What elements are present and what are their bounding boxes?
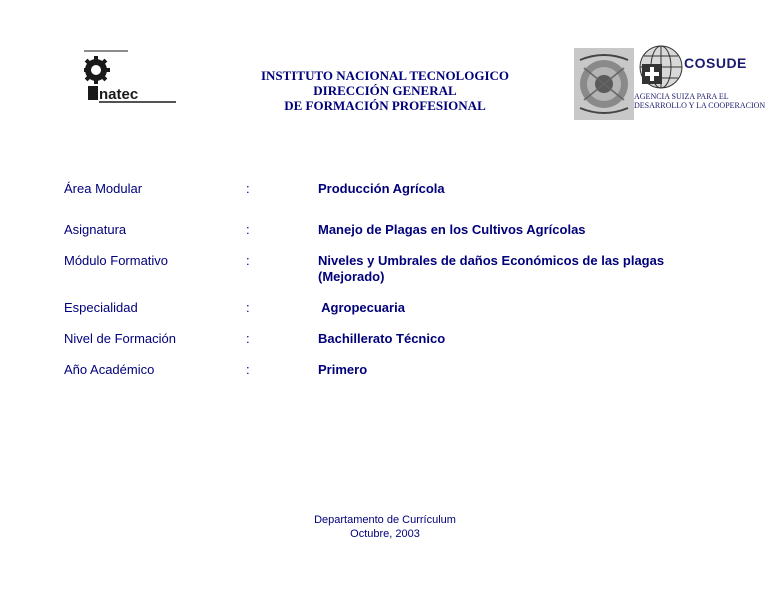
info-value: Producción Agrícola — [318, 181, 445, 196]
info-separator: : — [246, 331, 250, 346]
cosude-subtitle-2: DESARROLLO Y LA COOPERACION — [634, 101, 766, 110]
seal-emblem — [574, 48, 634, 120]
svg-text:natec: natec — [99, 86, 139, 103]
header-line-2: DIRECCIÓN GENERAL — [313, 83, 457, 98]
info-label: Año Académico — [64, 362, 155, 377]
info-value: Bachillerato Técnico — [318, 331, 446, 346]
info-separator: : — [246, 300, 250, 315]
info-separator: : — [246, 222, 250, 237]
cosude-name: COSUDE — [684, 55, 747, 71]
footer-date: Octubre, 2003 — [350, 528, 420, 540]
globe-cross-icon — [638, 44, 684, 90]
info-separator: : — [246, 253, 250, 268]
info-value: Agropecuaria — [318, 300, 405, 315]
footer — [270, 513, 500, 541]
inatec-logo — [84, 50, 180, 106]
info-label: Módulo Formativo — [64, 253, 169, 268]
info-label: Nivel de Formación — [64, 331, 176, 346]
institution-header — [230, 68, 540, 113]
info-label: Asignatura — [64, 222, 127, 237]
info-label: Especialidad — [64, 300, 138, 315]
footer-department: Departamento de Currículum — [314, 514, 456, 526]
info-label: Área Modular — [64, 181, 143, 196]
info-value: Manejo de Plagas en los Cultivos Agrícolas — [318, 222, 586, 237]
header-line-1: INSTITUTO NACIONAL TECNOLOGICO — [260, 68, 510, 83]
info-value-line-1: Niveles y Umbrales de daños Económicos de las plagas — [318, 253, 665, 268]
header-line-3: DE FORMACIÓN PROFESIONAL — [284, 98, 486, 113]
cosude-subtitle-1: AGENCIA SUIZA PARA EL — [634, 92, 729, 101]
info-separator: : — [246, 362, 250, 377]
cosude-logo — [574, 44, 768, 122]
info-separator: : — [246, 181, 250, 196]
info-value: Primero — [318, 362, 368, 377]
info-value-line-2: (Mejorado) — [318, 269, 385, 284]
info-value — [318, 253, 718, 285]
